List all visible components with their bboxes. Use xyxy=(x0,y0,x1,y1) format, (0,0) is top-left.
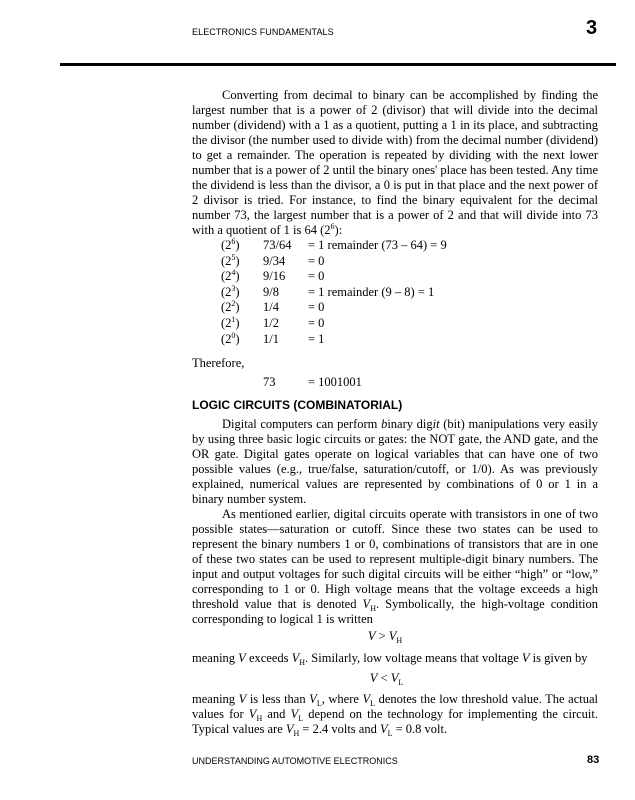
quotient-result: = 0 xyxy=(308,253,325,268)
power-of-two: $(2^0)$ xyxy=(221,330,240,346)
division: 73/64 xyxy=(263,238,292,252)
power-of-two: $(2^6)$ xyxy=(221,237,240,252)
therefore-label: Therefore, xyxy=(192,356,245,370)
header-rule xyxy=(60,63,616,66)
quotient-result: = 1 xyxy=(308,331,325,346)
logic-paragraphs xyxy=(192,417,598,627)
section-heading: LOGIC CIRCUITS (COMBINATORIAL) xyxy=(192,398,403,412)
logic-paragraph-1: Digital computers can perform binary digit (bit) manipulations very easily by using three basic logic circuits or gates: the NOT gate, the AND gate, and the OR gate. Digital gates operate on logical variables that can have one of two possible values (e.g., true/false, saturation/cutoff, or 1/0). As was previously explained, numerical values are represented by combinations of 0 or 1 in a binary number system. xyxy=(192,417,598,506)
quotient-result: = 1 remainder (73 – 64) = 9 xyxy=(308,238,447,252)
running-footer-title: UNDERSTANDING AUTOMOTIVE ELECTRONICS xyxy=(192,756,398,766)
intro-paragraph: Converting from decimal to binary can be accomplished by finding the largest number that is a power of 2 (divisor) that will divide into the decimal number (dividend) with a 1 as a quotient, putting a 1 in its place, and subtracting the divisor (the number used to divide with) from the decimal number (dividend) to get a remainder. The operation is repeated by dividing with the next lower number that is a power of 2 until the binary ones' place has been tested. Any time the dividend is less than the divisor, a 0 is put in that place and the next power of 2 divisor is tried. For instance, to find the binary equivalent for the decimal number 73, the largest number that is a power of 2 and that will divide into 73 with a quotient of 1 is 64 $(2^6)$: xyxy=(192,88,598,237)
division: 9/8 xyxy=(263,284,279,299)
quotient-result: = 0 xyxy=(308,269,325,284)
quotient-result: = 0 xyxy=(308,315,325,330)
logic-paragraph-2: As mentioned earlier, digital circuits operate with transistors in one of two possible states—saturation or cutoff. Since these two states can be used to represent the binary numbers 1 or 0, combinations of transistors that are in one of these two states can be used to represent multiple-digit binary numbers. The input and output voltages for such digital circuits will be either “high” or “low,” corresponding to 1 or 0. High voltage means that the voltage exceeds a high threshold value that is denoted $V_H$. Symbolically, the high-voltage condition corresponding to logical 1 is written xyxy=(192,507,598,626)
binary-result xyxy=(263,375,362,390)
equation-low: $V < V_L$ xyxy=(369,671,404,687)
running-header-title: ELECTRONICS FUNDAMENTALS xyxy=(192,27,334,37)
page-number: 83 xyxy=(587,754,600,766)
result-decimal: 73 xyxy=(263,375,276,389)
power-of-two: $(2^1)$ xyxy=(221,314,240,330)
equation-high: $V > V_H$ xyxy=(367,629,403,645)
power-of-two: $(2^3)$ xyxy=(221,283,240,299)
division: 1/2 xyxy=(263,315,279,330)
division: 1/1 xyxy=(263,331,279,346)
result-binary: = 1001001 xyxy=(308,375,362,389)
quotient-result: = 0 xyxy=(308,300,325,315)
quotient-result: = 1 remainder (9 – 8) = 1 xyxy=(308,284,435,299)
meaning-high-paragraph: meaning V exceeds $V_H$. Similarly, low voltage means that voltage V is given by xyxy=(192,651,588,667)
meaning-low-paragraph: meaning V is less than $V_L$, where $V_L$ denotes the low threshold value. The actual values for $V_H$ and $V_L$ depend on the technology for implementing the circuit. Typical values are $V_H = 2.4$ volts and $V_L = 0.8$ volt. xyxy=(192,692,599,738)
division: 9/34 xyxy=(263,253,286,268)
division: 9/16 xyxy=(263,269,286,284)
power-of-two: $(2^2)$ xyxy=(221,299,240,315)
chapter-number: 3 xyxy=(586,17,598,39)
power-of-two: $(2^5)$ xyxy=(221,252,240,268)
power-of-two: $(2^4)$ xyxy=(221,268,240,284)
division: 1/4 xyxy=(263,300,279,315)
